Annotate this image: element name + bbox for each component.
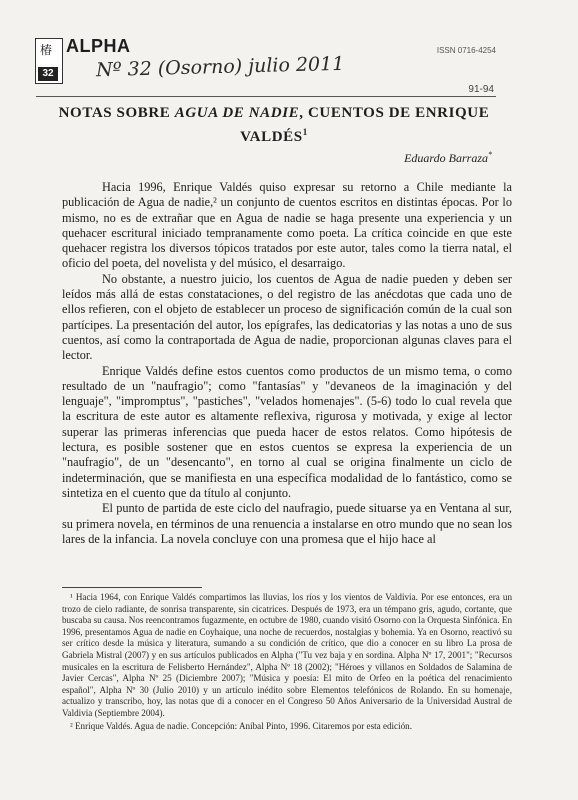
title-footnote-mark: 1 bbox=[302, 127, 308, 137]
body-paragraph: No obstante, a nuestro juicio, los cuentos de Agua de nadie pueden y deben ser leídos más allá de estas constataciones, o del registro de las anécdotas que cada uno de ellos refieren, con el objeto de establecer un proceso de significación común de la cual son partícipes. La presentación del autor, los epígrafes, las dedicatorias y las notas a uno de sus cuentos, así como la contraportada de Agua de nadie, proporcionan algunas claves para el lector. bbox=[62, 271, 512, 363]
article-body bbox=[62, 180, 512, 547]
journal-name: ALPHA bbox=[66, 36, 131, 56]
footnote: ² Enrique Valdés. Agua de nadie. Concepción: Aníbal Pinto, 1996. Citaremos por esta edición. bbox=[70, 720, 412, 731]
article-title bbox=[36, 104, 512, 147]
footnotes bbox=[62, 592, 512, 733]
body-paragraph: Enrique Valdés define estos cuentos como productos de un mismo tema, o como resultado de un "naufragio"; como "fantasías" y "devaneos de la imaginación y del lenguaje", "impromptus", "pastiches", "velados homenajes". (5-6) todo lo cual revela que la escritura de este autor es altamente reflexiva, rigurosa y motivada, y exige al lector superar las primeras inferencias que pueda hacer de estos relatos. Como hipótesis de lectura, es posible sostener que en estos cuentos se expresa la experiencia de un "naufragio", de un "desencanto", en torno al cual se origina finalmente un ciclo de indeterminación, que se manifiesta en una específica modalidad de lo fantástico, como se sintetiza en el cuento que da título al conjunto. bbox=[62, 363, 512, 500]
header-rule bbox=[36, 96, 496, 97]
title-italic: AGUA DE NADIE bbox=[174, 105, 300, 121]
issn-label: ISSN 0716-4254 bbox=[436, 46, 496, 55]
journal-logo bbox=[35, 38, 63, 84]
body-paragraph: Hacia 1996, Enrique Valdés quiso expresar su retorno a Chile mediante la publicación de Agua de nadie,² un conjunto de cuentos escritos en distintas épocas. Por lo mismo, no es de extrañar que en Agua de nadie se haga presente una experiencia y un quehacer escritural iniciado tempranamente como poeta. La crítica coincide en que este quehacer registra los diversos tópicos tratados por este autor, tales como la tierra natal, el oficio del poeta, del novelista y del músico, el desarraigo. bbox=[62, 180, 512, 271]
author-name: Eduardo Barraza bbox=[404, 151, 488, 165]
body-paragraph: El punto de partida de este ciclo del naufragio, puede situarse ya en Ventana al sur, su primera novela, en términos de una renuencia a instalarse en otro mundo que no sean los lares de la infancia. La novela concluye con una promesa que el hijo hace al bbox=[62, 501, 512, 546]
title-prefix: NOTAS SOBRE bbox=[58, 105, 175, 121]
footnote-rule bbox=[62, 587, 202, 588]
logo-number: 32 bbox=[38, 67, 58, 81]
title-suffix: , CUENTOS DE ENRIQUE VALDÉS bbox=[240, 105, 490, 145]
author-mark: * bbox=[488, 150, 492, 159]
page-range: 91-94 bbox=[468, 84, 494, 95]
logo-glyph: 椿 bbox=[40, 43, 53, 57]
handwritten-annotation: Nº 32 (Osorno) julio 2011 bbox=[95, 52, 345, 82]
footnote: ¹ Hacia 1964, con Enrique Valdés compartimos las lluvias, los ríos y los vientos de Valdivia. Por ese entonces, era un trozo de cielo radiante, de sonrisa transparente, sin cicatrices. Después de 1973, era un témpano gris, agudo, cortante, que buscaba su causa. Nos reencontramos fugazmente, en octubre de 1980, cuando visitó Osorno con la Orquesta Sinfónica. En 1996, presentamos Agua de nadie en Coyhaique, una noche de recuerdos, nostalgias y bohemia. Ya en Osorno, reactivó su ser crítico desde la música y literatura, sumando a su condición de crítico, que dio a conocer en su libro La prosa de Gabriela Mistral (2007) y en sus artículos publicados en Alpha ("Tu vez baja y en sordina. Alpha Nº 17, 2001"; "Recursos musicales en la escritura de Felisberto Hernández", Alpha Nº 18 (2002); "Héroes y villanos en Soldados de Salamina de Javier Cercas", Alpha Nº 25 (Diciembre 2007); "Música y poesía: El mito de Orfeo en la poética del renacimiento español", Alpha Nº 30 (Julio 2010) y un artículo inédito sobre Elementos telefónicos de Rolando. En su homenaje, actualizo y transcribo, hoy, las notas que di a conocer en el Congreso 50 Años Aniversario de la Universidad Austral de Valdivia (Septiembre 2004). bbox=[62, 592, 512, 718]
article-author bbox=[404, 150, 492, 166]
